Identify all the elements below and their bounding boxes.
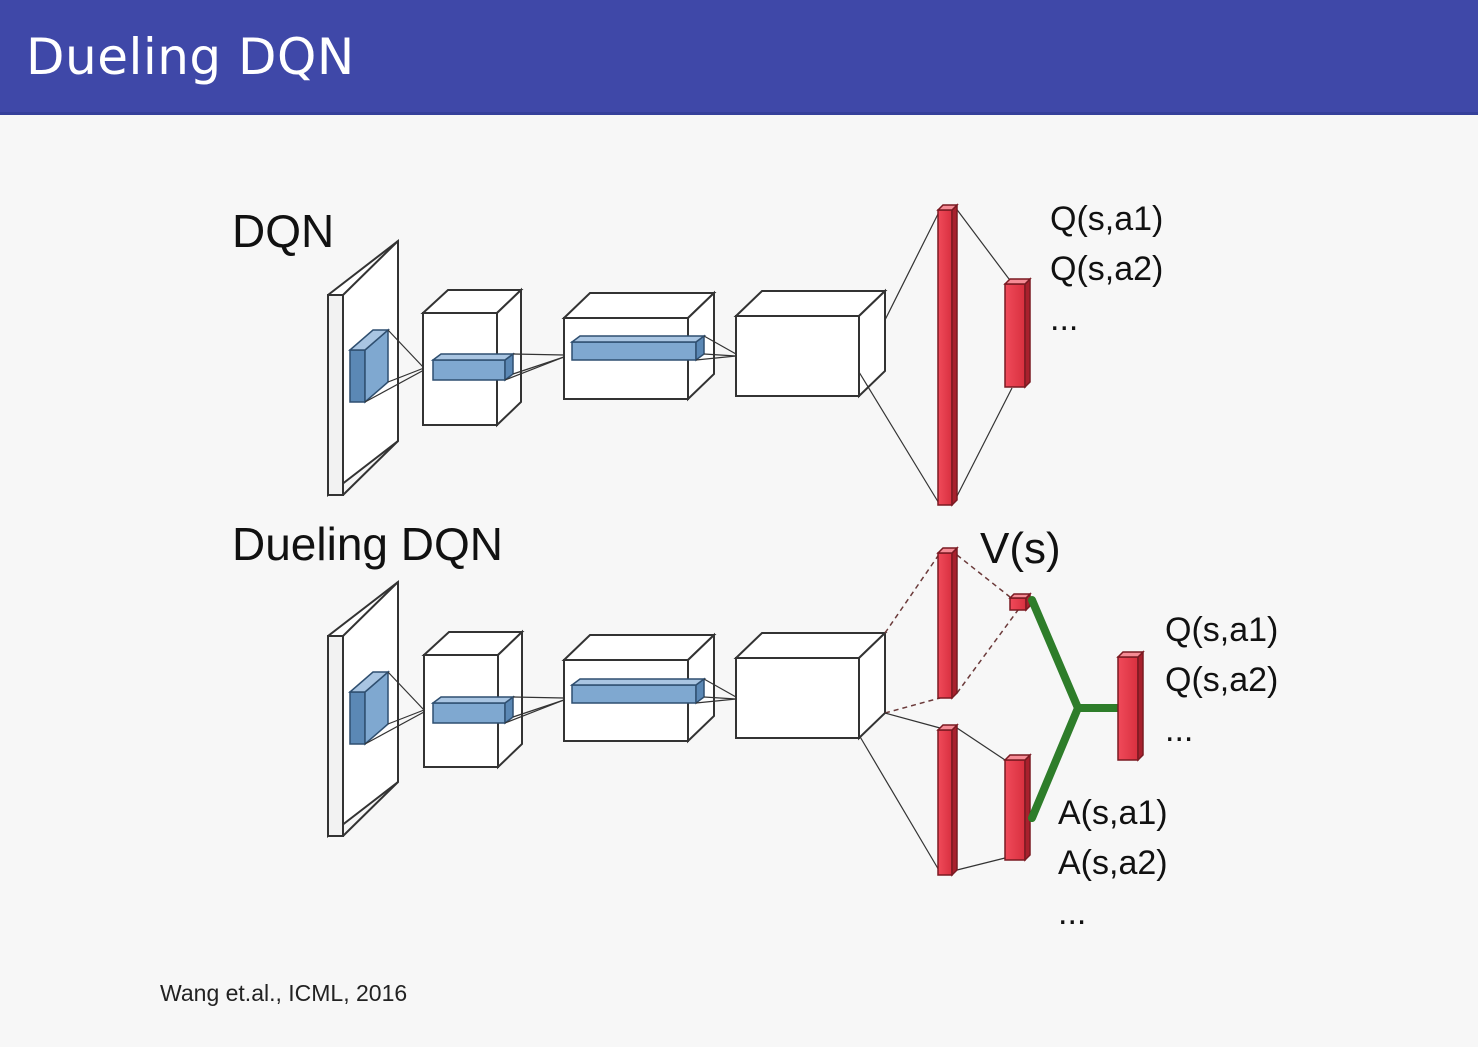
value-label: V(s)	[980, 524, 1061, 573]
dqn-output-q1: Q(s,a1)	[1050, 200, 1164, 238]
dueling-conv-block-3	[736, 633, 885, 738]
dueling-conv-kernel-2	[433, 697, 513, 723]
dqn-conv-block-3	[736, 291, 885, 396]
value-dense-layer	[938, 548, 957, 698]
dqn-output-q2: Q(s,a2)	[1050, 250, 1164, 288]
dqn-output-more: ...	[1050, 300, 1079, 338]
aggregation-connector	[1032, 600, 1118, 818]
dqn-output-labels	[1050, 194, 1163, 344]
advantage-output-a2: A(s,a2)	[1058, 844, 1168, 882]
advantage-output-more: ...	[1058, 894, 1087, 932]
advantage-output-a1: A(s,a1)	[1058, 794, 1168, 832]
dqn-network	[328, 205, 1030, 505]
dueling-q-output-layer	[1118, 652, 1143, 760]
dqn-conv-kernel-2	[433, 354, 513, 380]
dueling-output-q1: Q(s,a1)	[1165, 611, 1279, 649]
slide-title: Dueling DQN	[26, 28, 355, 86]
advantage-dense-layer	[938, 725, 957, 875]
dueling-dqn-label: Dueling DQN	[232, 518, 503, 570]
dueling-network	[328, 548, 1143, 875]
dqn-label: DQN	[232, 205, 335, 257]
dueling-output-more: ...	[1165, 711, 1194, 749]
advantage-output-labels	[1058, 788, 1168, 938]
dueling-q-output-labels	[1165, 605, 1278, 755]
dueling-output-q2: Q(s,a2)	[1165, 661, 1279, 699]
citation: Wang et.al., ICML, 2016	[160, 980, 408, 1006]
dueling-conv-kernel-3	[572, 679, 704, 703]
advantage-output-layer	[1005, 755, 1030, 860]
value-output-node	[1010, 594, 1030, 610]
dqn-dense-layer	[938, 205, 957, 505]
dqn-conv-kernel-3	[572, 336, 704, 360]
dqn-output-layer	[1005, 279, 1030, 387]
